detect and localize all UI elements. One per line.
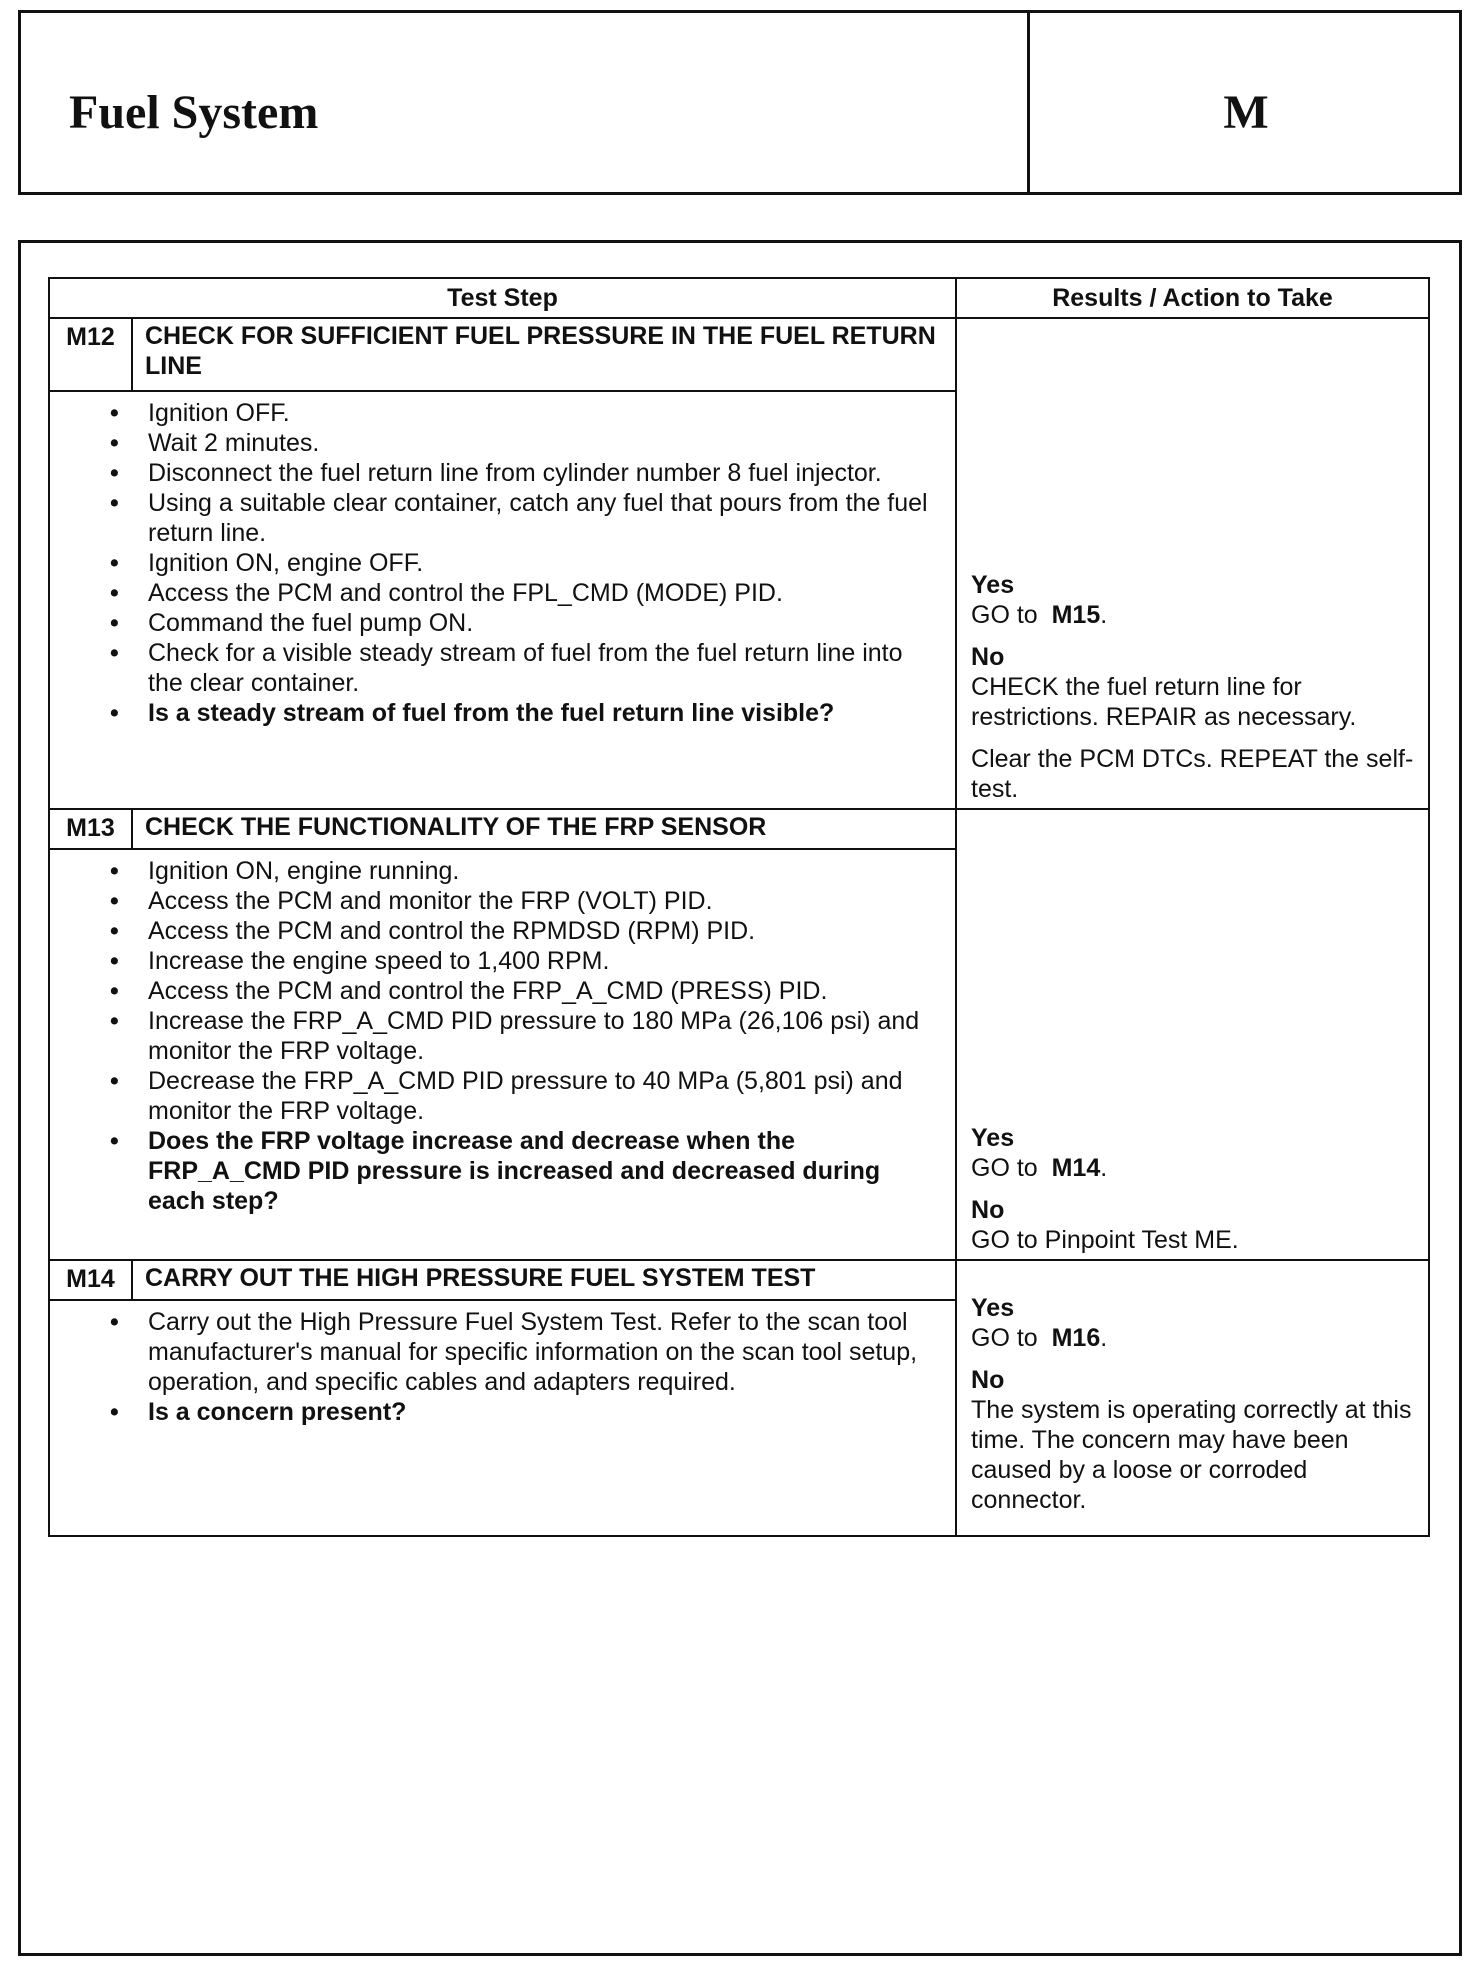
no-action: CHECK the fuel return line for restrictions. REPAIR as necessary. (971, 673, 1357, 731)
no-label: No (971, 1196, 1005, 1224)
procedure-question: • Does the FRP voltage increase and decrease when the FRP_A_CMD PID pressure is increased and decreased during each step? (148, 1126, 935, 1216)
step-m12-title-row (49, 318, 1429, 391)
step-title: CARRY OUT THE HIGH PRESSURE FUEL SYSTEM TEST (132, 1260, 956, 1300)
page-title: Fuel System (69, 86, 319, 139)
step-m12-procedure (49, 391, 956, 809)
procedure-step: • Access the PCM and control the RPMDSD (RPM) PID. (148, 916, 935, 946)
step-link-m14[interactable]: M14 (1051, 1154, 1101, 1182)
step-m14-procedure (49, 1300, 956, 1536)
test-step-header: Test Step (49, 278, 956, 318)
table-header-row (49, 278, 1429, 318)
yes-label: Yes (971, 571, 1015, 599)
procedure-step: • Ignition ON, engine OFF. (148, 548, 935, 578)
step-m14-results (956, 1260, 1429, 1536)
no-action: GO to Pinpoint Test ME. (971, 1226, 1239, 1254)
step-m13-procedure (49, 849, 956, 1260)
page-header (18, 10, 1462, 195)
pinpoint-test-table (48, 277, 1430, 1537)
step-link-m15[interactable]: M15 (1051, 601, 1101, 629)
procedure-question: • Is a concern present? (148, 1397, 935, 1427)
procedure-step: • Check for a visible steady stream of fuel from the fuel return line into the clear container. (148, 638, 935, 698)
yes-action: GO to M15. (971, 601, 1108, 629)
no-label: No (971, 1366, 1005, 1394)
no-label: No (971, 643, 1005, 671)
step-m14-title-row (49, 1260, 1429, 1300)
no-action: The system is operating correctly at this time. The concern may have been caused by a loose or corroded connector. (971, 1396, 1412, 1514)
procedure-step: • Command the fuel pump ON. (148, 608, 935, 638)
procedure-step: • Increase the FRP_A_CMD PID pressure to 180 MPa (26,106 psi) and monitor the FRP voltage. (148, 1006, 935, 1066)
procedure-step: • Wait 2 minutes. (148, 428, 935, 458)
procedure-step: • Increase the engine speed to 1,400 RPM. (148, 946, 935, 976)
step-m13-title-row (49, 809, 1429, 849)
yes-action: GO to M14. (971, 1154, 1108, 1182)
procedure-step: • Carry out the High Pressure Fuel System Test. Refer to the scan tool manufacturer's manual for specific information on the scan tool setup, operation, and specific cables and adapters required. (148, 1307, 935, 1397)
step-id: M13 (49, 809, 132, 849)
yes-label: Yes (971, 1124, 1015, 1152)
yes-label: Yes (971, 1294, 1015, 1322)
section-letter: M (1223, 86, 1269, 139)
results-header: Results / Action to Take (956, 278, 1429, 318)
procedure-step: • Ignition ON, engine running. (148, 856, 935, 886)
procedure-step: • Access the PCM and control the FPL_CMD (MODE) PID. (148, 578, 935, 608)
procedure-step: • Decrease the FRP_A_CMD PID pressure to 40 MPa (5,801 psi) and monitor the FRP voltage. (148, 1066, 935, 1126)
procedure-step: • Ignition OFF. (148, 398, 935, 428)
procedure-question: • Is a steady stream of fuel from the fuel return line visible? (148, 698, 935, 728)
yes-action: GO to M16. (971, 1324, 1108, 1352)
no-action-followup: Clear the PCM DTCs. REPEAT the self-test. (971, 745, 1414, 803)
step-m13-results (956, 809, 1429, 1260)
step-title: CHECK FOR SUFFICIENT FUEL PRESSURE IN THE FUEL RETURN LINE (132, 318, 956, 391)
procedure-step: • Using a suitable clear container, catch any fuel that pours from the fuel return line. (148, 488, 935, 548)
step-m12-results (956, 318, 1429, 809)
step-title: CHECK THE FUNCTIONALITY OF THE FRP SENSOR (132, 809, 956, 849)
procedure-step: • Disconnect the fuel return line from cylinder number 8 fuel injector. (148, 458, 935, 488)
step-id: M12 (49, 318, 132, 391)
procedure-step: • Access the PCM and control the FRP_A_CMD (PRESS) PID. (148, 976, 935, 1006)
step-id: M14 (49, 1260, 132, 1300)
procedure-step: • Access the PCM and monitor the FRP (VOLT) PID. (148, 886, 935, 916)
step-link-m16[interactable]: M16 (1051, 1324, 1101, 1352)
